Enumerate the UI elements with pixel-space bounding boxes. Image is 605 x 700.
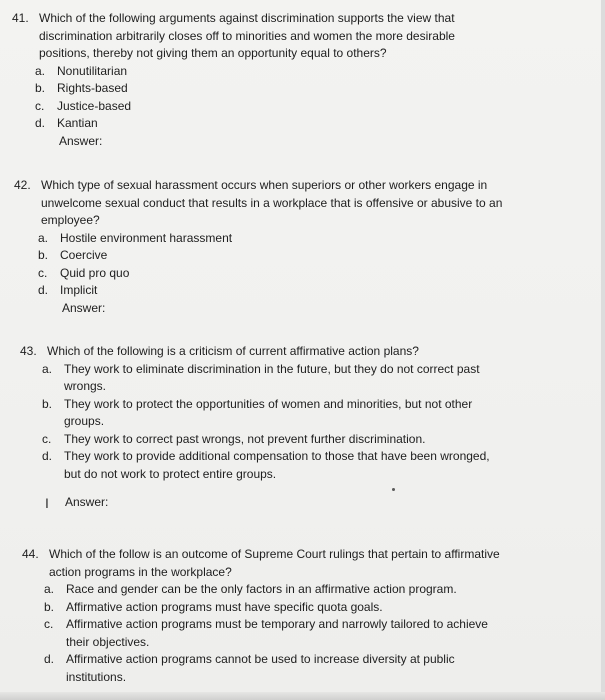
option-a[interactable] — [35, 63, 455, 81]
option-text: Justice-based — [57, 98, 132, 113]
option-a[interactable] — [42, 361, 490, 396]
answer-field[interactable] — [45, 494, 490, 512]
question-44 — [22, 546, 500, 686]
question-number: 41. — [12, 11, 29, 25]
option-text: Affirmative action programs must have specific quota goals. — [66, 599, 383, 614]
option-letter: b. — [38, 248, 49, 262]
option-letter: b. — [35, 81, 46, 95]
answer-label: Answer: — [59, 133, 103, 148]
question-text: Which of the follow is an outcome of Supreme Court rulings that pertain to affirmative action programs in the workplace? — [49, 547, 500, 579]
answer-field[interactable] — [59, 133, 455, 151]
stray-mark — [392, 488, 395, 491]
option-a[interactable] — [44, 581, 500, 599]
option-text: They work to eliminate discrimination in the future, but they do not correct past wrongs. — [64, 361, 480, 393]
option-letter: b. — [42, 396, 53, 411]
option-letter: c. — [42, 431, 52, 446]
question-stem — [20, 343, 490, 361]
question-text: Which of the following arguments against discrimination supports the view that discrimination arbitrarily closes off to minorities and women the more desirable positions, thereby not giving them an opportunity equal to others? — [39, 11, 455, 60]
option-d[interactable] — [44, 651, 500, 686]
option-letter: d. — [35, 116, 46, 130]
page-edge-bottom — [0, 692, 605, 700]
option-text: They work to provide additional compensation to those that have been wronged, but do not work to protect entire groups. — [64, 449, 490, 481]
question-43 — [20, 343, 490, 512]
option-text: Coercive — [60, 248, 108, 262]
option-c[interactable] — [38, 265, 502, 283]
answer-label: Answer: — [62, 300, 106, 315]
option-d[interactable] — [38, 282, 502, 300]
question-text: Which type of sexual harassment occurs when superiors or other workers engage in unwelcome sexual conduct that results in a workplace that is offensive or abusive to an employee? — [41, 178, 503, 227]
option-d[interactable] — [42, 448, 490, 483]
option-b[interactable] — [35, 80, 455, 98]
option-c[interactable] — [35, 98, 455, 116]
option-letter: a. — [38, 230, 49, 245]
option-text: Nonutilitarian — [57, 63, 128, 78]
option-letter: a. — [44, 582, 55, 596]
question-stem — [14, 177, 502, 230]
option-letter: b. — [44, 599, 55, 614]
option-b[interactable] — [44, 599, 500, 617]
option-text: Kantian — [57, 116, 98, 130]
option-b[interactable] — [42, 396, 490, 431]
option-c[interactable] — [44, 616, 500, 651]
option-text: They work to correct past wrongs, not prevent further discrimination. — [64, 431, 426, 446]
option-b[interactable] — [38, 247, 502, 265]
question-41 — [12, 10, 455, 150]
option-text: Hostile environment harassment — [60, 230, 233, 245]
option-text: Affirmative action programs cannot be used to increase diversity at public institutions. — [66, 652, 455, 684]
option-d[interactable] — [35, 115, 455, 133]
option-letter: a. — [35, 63, 46, 78]
option-list — [38, 230, 502, 300]
question-number: 44. — [22, 547, 39, 561]
option-c[interactable] — [42, 431, 490, 449]
question-number: 42. — [14, 178, 31, 192]
option-letter: c. — [35, 98, 45, 113]
question-number: 43. — [20, 344, 37, 358]
option-list — [44, 581, 500, 686]
option-list — [42, 361, 490, 484]
page-edge-right — [601, 0, 605, 700]
option-text: They work to protect the opportunities of women and minorities, but not other groups. — [64, 396, 473, 428]
option-letter: c. — [44, 617, 54, 631]
question-stem — [22, 546, 500, 581]
question-42 — [14, 177, 502, 317]
option-letter: a. — [42, 361, 53, 376]
answer-label: Answer: — [65, 495, 109, 509]
option-text: Quid pro quo — [60, 265, 130, 280]
option-letter: d. — [42, 449, 53, 463]
option-text: Rights-based — [57, 81, 128, 95]
option-letter: d. — [44, 652, 55, 666]
question-stem — [12, 10, 455, 63]
option-a[interactable] — [38, 230, 502, 248]
option-letter: c. — [38, 265, 48, 280]
option-text: Implicit — [60, 283, 98, 297]
option-letter: d. — [38, 283, 49, 297]
answer-field[interactable] — [62, 300, 502, 318]
question-text: Which of the following is a criticism of current affirmative action plans? — [47, 344, 419, 358]
option-text: Affirmative action programs must be temporary and narrowly tailored to achieve their objectives. — [66, 617, 488, 649]
option-text: Race and gender can be the only factors in an affirmative action program. — [66, 582, 457, 596]
text-cursor-icon: I — [45, 494, 49, 511]
option-list — [35, 63, 455, 133]
